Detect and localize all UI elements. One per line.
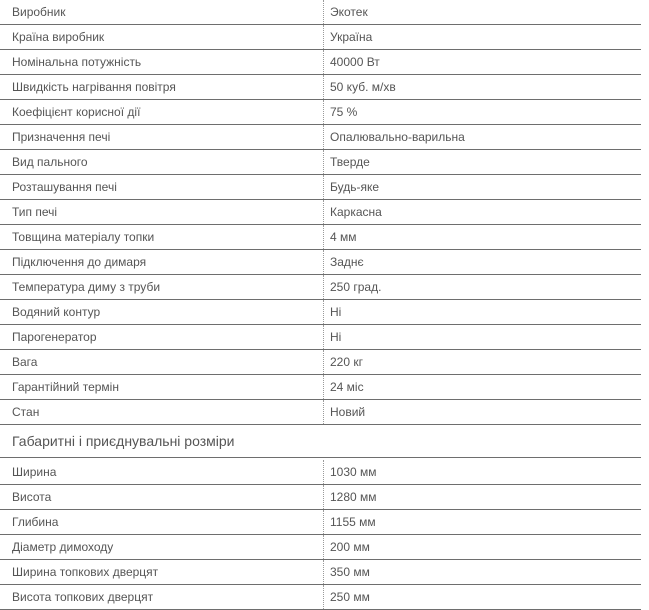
spec-row <box>0 50 641 75</box>
spec-row <box>0 0 641 25</box>
spec-value: 1155 мм <box>330 515 376 529</box>
spec-row <box>0 125 641 150</box>
spec-label: Розташування печі <box>0 175 324 199</box>
spec-label: Стан <box>0 400 324 424</box>
spec-label: Глибина <box>0 510 324 534</box>
spec-row <box>0 585 641 610</box>
spec-label: Ширина топкових дверцят <box>0 560 324 584</box>
spec-row <box>0 510 641 535</box>
spec-value: Каркасна <box>330 205 382 219</box>
spec-row <box>0 150 641 175</box>
spec-value: Новий <box>330 405 366 419</box>
spec-label: Тип печі <box>0 200 324 224</box>
spec-label: Виробник <box>0 0 324 24</box>
spec-label: Швидкість нагрівання повітря <box>0 75 324 99</box>
spec-value: 250 град. <box>330 280 382 294</box>
spec-row <box>0 400 641 425</box>
spec-label: Товщина матеріалу топки <box>0 225 324 249</box>
spec-row <box>0 200 641 225</box>
spec-row <box>0 275 641 300</box>
spec-row <box>0 25 641 50</box>
spec-value: 75 % <box>330 105 358 119</box>
spec-value: Ні <box>330 330 342 344</box>
spec-row <box>0 560 641 585</box>
spec-row <box>0 485 641 510</box>
spec-value: Заднє <box>330 255 364 269</box>
spec-label: Гарантійний термін <box>0 375 324 399</box>
spec-label: Коефіцієнт корисної дії <box>0 100 324 124</box>
spec-label: Парогенератор <box>0 325 324 349</box>
spec-row <box>0 250 641 275</box>
spec-label: Номінальна потужність <box>0 50 324 74</box>
spec-value: Ні <box>330 305 342 319</box>
spec-label: Підключення до димаря <box>0 250 324 274</box>
spec-value: Опалювально-варильна <box>330 130 465 144</box>
spec-label: Вага <box>0 350 324 374</box>
spec-label: Діаметр димоходу <box>0 535 324 559</box>
spec-label: Висота <box>0 485 324 509</box>
spec-value: Будь-яке <box>330 180 380 194</box>
spec-row <box>0 175 641 200</box>
spec-value: 40000 Вт <box>330 55 380 69</box>
spec-value: 1030 мм <box>330 465 377 479</box>
spec-value: Тверде <box>330 155 370 169</box>
spec-value: 200 мм <box>330 540 370 554</box>
spec-row <box>0 300 641 325</box>
spec-label: Країна виробник <box>0 25 324 49</box>
spec-row <box>0 225 641 250</box>
spec-row <box>0 100 641 125</box>
spec-row <box>0 350 641 375</box>
spec-label: Призначення печі <box>0 125 324 149</box>
spec-value: Экотек <box>330 5 368 19</box>
spec-label: Висота топкових дверцят <box>0 585 324 609</box>
spec-value: 50 куб. м/хв <box>330 80 396 94</box>
spec-row <box>0 535 641 560</box>
spec-row <box>0 375 641 400</box>
spec-value: 4 мм <box>330 230 357 244</box>
spec-label: Температура диму з труби <box>0 275 324 299</box>
spec-value: 24 міс <box>330 380 364 394</box>
spec-value: 350 мм <box>330 565 370 579</box>
spec-value: 220 кг <box>330 355 363 369</box>
spec-value: 250 мм <box>330 590 370 604</box>
spec-value: 1280 мм <box>330 490 377 504</box>
spec-row <box>0 325 641 350</box>
dimensions-section-title: Габаритні і приєднувальні розміри <box>0 425 641 458</box>
dimension-spec-group <box>0 460 641 610</box>
spec-label: Водяний контур <box>0 300 324 324</box>
spec-value: Україна <box>330 30 373 44</box>
spec-row <box>0 460 641 485</box>
spec-label: Вид пального <box>0 150 324 174</box>
spec-row <box>0 75 641 100</box>
spec-label: Ширина <box>0 460 324 484</box>
